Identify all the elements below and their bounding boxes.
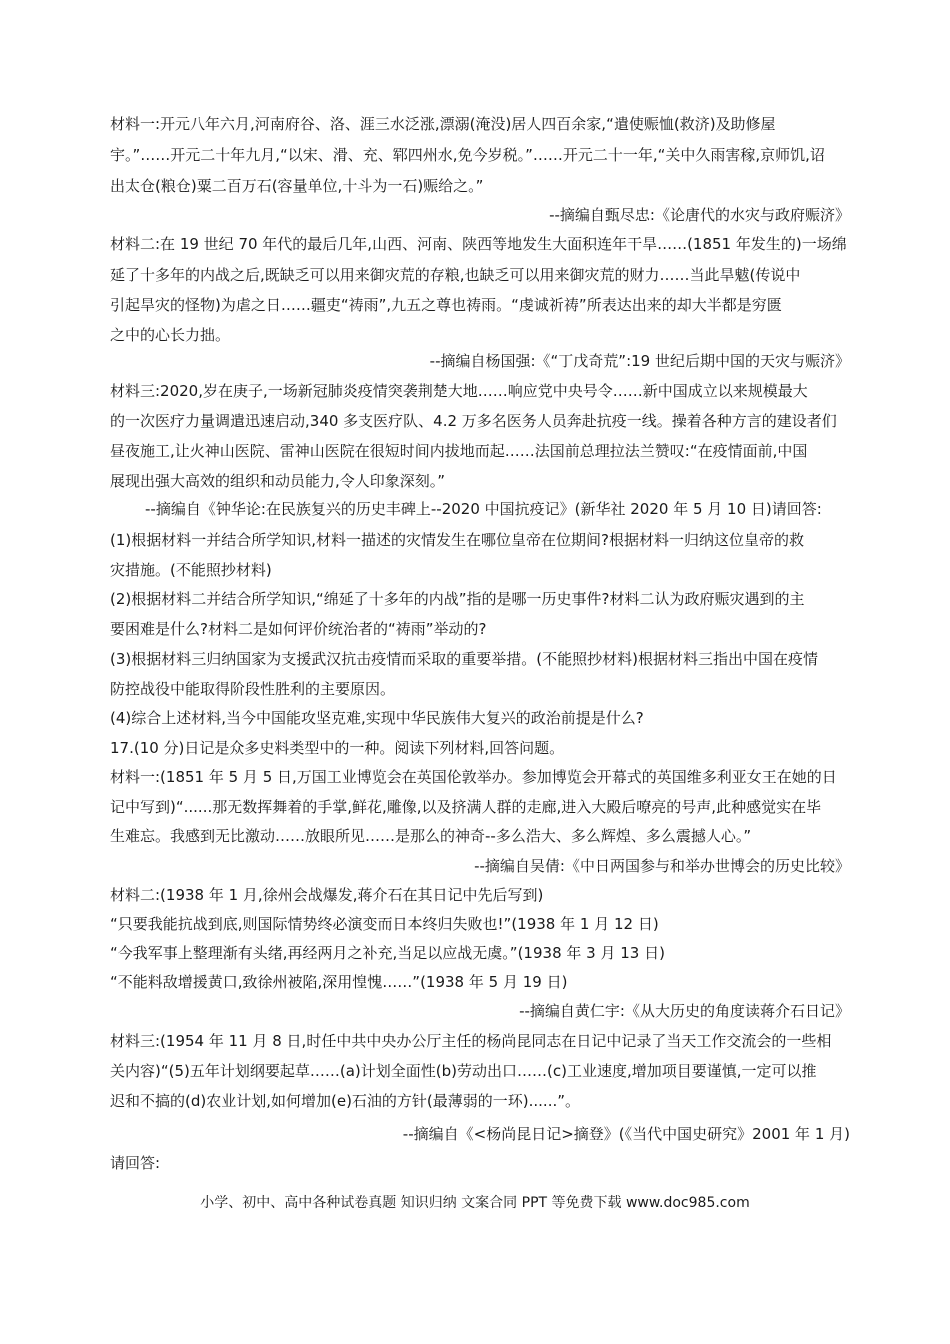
text-line: 出太仓(粮仓)粟二百万石(容量单位,十斗为一石)赈给之。” — [110, 177, 484, 195]
text-line: 之中的心长力拙。 — [110, 326, 231, 344]
citation-line: --摘编自杨国强:《“丁戊奇荒”:19 世纪后期中国的天灾与赈济》 — [429, 352, 850, 370]
citation-line: --摘编自黄仁宇:《从大历史的角度读蒋介石日记》 — [519, 1002, 850, 1020]
question-line: (4)综合上述材料,当今中国能攻坚克难,实现中华民族伟大复兴的政治前提是什么? — [110, 709, 644, 727]
text-line: 记中写到)“......那无数挥舞着的手掌,鲜花,雕像,以及挤满人群的走廊,进入大殿后嘹亮的号声,此种感觉实在毕 — [110, 798, 822, 816]
text-line: 迟和不搞的(d)农业计划,如何增加(e)石油的方针(最薄弱的一环)......”。 — [110, 1092, 581, 1110]
citation-line: --摘编自吴倩:《中日两国参与和举办世博会的历史比较》 — [474, 857, 850, 875]
question-line: (1)根据材料一并结合所学知识,材料一描述的灾情发生在哪位皇帝在位期间?根据材料一归纳这位皇帝的救 — [110, 531, 804, 549]
text-line: 的一次医疗力量调遣迅速启动,340 多支医疗队、4.2 万多名医务人员奔赴抗疫一线。操着各种方言的建设者们 — [110, 412, 837, 430]
text-line: 延了十多年的内战之后,既缺乏可以用来御灾荒的存粮,也缺乏可以用来御灾荒的财力……当此旱魃(传说中 — [110, 266, 801, 284]
citation-line: --摘编自《钟华论:在民族复兴的历史丰碑上--2020 中国抗疫记》(新华社 2020 年 5 月 10 日)请回答: — [145, 500, 822, 518]
question-line: 防控战役中能取得阶段性胜利的主要原因。 — [110, 680, 396, 698]
text-line: “只要我能抗战到底,则国际情势终必演变而日本终归失败也!”(1938 年 1 月 12 日) — [110, 915, 659, 933]
text-line: 材料二:(1938 年 1 月,徐州会战爆发,蒋介石在其日记中先后写到) — [110, 886, 544, 904]
text-line: 生难忘。我感到无比激动……放眼所见……是那么的神奇--多么浩大、多么辉煌、多么震撼人心。” — [110, 827, 752, 845]
question-line: (2)根据材料二并结合所学知识,“绵延了十多年的内战”指的是哪一历史事件?材料二认为政府赈灾遇到的主 — [110, 590, 805, 608]
text-line: “不能料敌增援黄口,致徐州被陷,深用惶愧……”(1938 年 5 月 19 日) — [110, 973, 568, 991]
text-line: 材料三:2020,岁在庚子,一场新冠肺炎疫情突袭荆楚大地……响应党中央号令……新中国成立以来规模最大 — [110, 382, 808, 400]
text-line: 材料一:开元八年六月,河南府谷、洛、涯三水泛涨,漂溺(淹没)居人四百余家,“遣使赈恤(救济)及助修屋 — [110, 115, 776, 133]
page-footer: 小学、初中、高中各种试卷真题 知识归纳 文案合同 PPT 等免费下载 www.doc985.com — [200, 1195, 750, 1211]
citation-line: --摘编自《<杨尚昆日记>摘登》(《当代中国史研究》2001 年 1 月) — [402, 1125, 850, 1143]
text-line: “今我军事上整理渐有头绪,再经两月之补充,当足以应战无虞。”(1938 年 3 月 13 日) — [110, 944, 665, 962]
question-heading: 17.(10 分)日记是众多史料类型中的一种。阅读下列材料,回答问题。 — [110, 739, 565, 757]
question-line: (3)根据材料三归纳国家为支援武汉抗击疫情而采取的重要举措。(不能照抄材料)根据材料三指出中国在疫情 — [110, 650, 818, 668]
text-line: 昼夜施工,让火神山医院、雷神山医院在很短时间内拔地而起……法国前总理拉法兰赞叹:“在疫情面前,中国 — [110, 442, 808, 460]
citation-line: --摘编自甄尽忠:《论唐代的水灾与政府赈济》 — [549, 206, 850, 224]
text-line: 引起旱灾的怪物)为虐之日……疆吏“祷雨”,九五之尊也祷雨。“虔诚祈祷”所表达出来的却大半都是穷匮 — [110, 296, 782, 314]
text-line: 宇。”……开元二十年九月,“以宋、滑、充、郓四州水,免今岁税。”……开元二十一年,“关中久雨害稼,京师饥,诏 — [110, 146, 825, 164]
text-line: 材料三:(1954 年 11 月 8 日,时任中共中央办公厅主任的杨尚昆同志在日记中记录了当天工作交流会的一些相 — [110, 1032, 832, 1050]
text-line: 材料一:(1851 年 5 月 5 日,万国工业博览会在英国伦敦举办。参加博览会开幕式的英国维多利亚女王在她的日 — [110, 768, 837, 786]
text-line: 材料二:在 19 世纪 70 年代的最后几年,山西、河南、陕西等地发生大面积连年干旱……(1851 年发生的)一场绵 — [110, 235, 847, 253]
text-line: 请回答: — [110, 1154, 161, 1172]
question-line: 灾措施。(不能照抄材料) — [110, 561, 272, 579]
text-line: 展现出强大高效的组织和动员能力,令人印象深刻。” — [110, 472, 446, 490]
text-line: 关内容)“(5)五年计划纲要起草……(a)计划全面性(b)劳动出口……(c)工业速度,增加项目要谨慎,一定可以推 — [110, 1062, 817, 1080]
question-line: 要困难是什么?材料二是如何评价统治者的“祷雨”举动的? — [110, 620, 487, 638]
